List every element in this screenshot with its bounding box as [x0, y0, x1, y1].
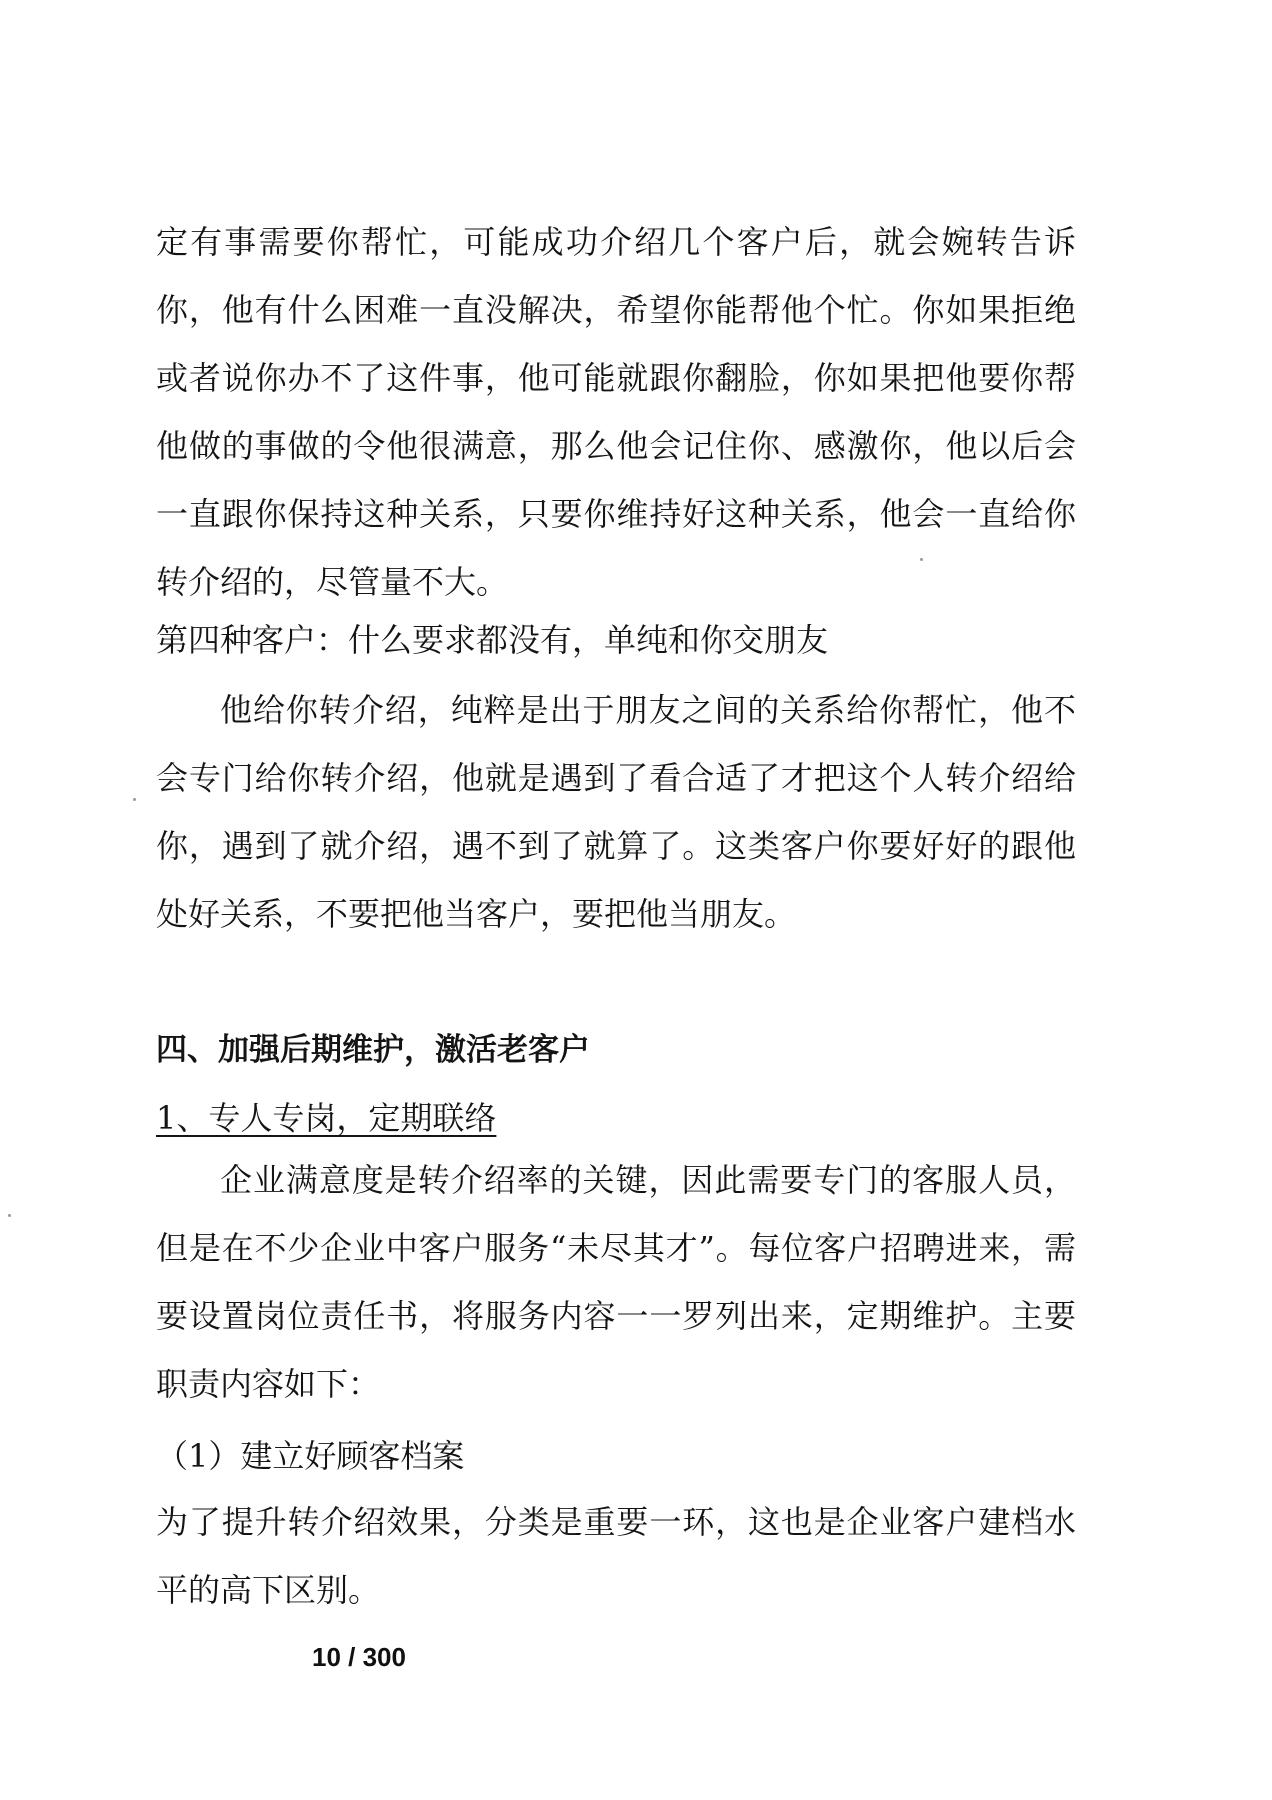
paragraph-body-4: 为了提升转介绍效果，分类是重要一环，这也是企业客户建档水平的高下区别。: [156, 1503, 1076, 1609]
customer-type-4-title: 第四种客户：什么要求都没有，单纯和你交朋友: [156, 621, 829, 659]
page-number: 10 / 300: [312, 1642, 406, 1672]
scan-speck: [8, 1214, 11, 1217]
list-item-title: （1）建立好顾客档案: [156, 1437, 465, 1475]
section-heading: 四、加强后期维护，激活老客户: [156, 1032, 590, 1068]
subsection-title: 1、专人专岗，定期联络: [156, 1099, 497, 1137]
paragraph-body-3: 企业满意度是转介绍率的关键，因此需要专门的客服人员，但是在不少企业中客户服务“未尽其才”。每位客户招聘进来，需要设置岗位责任书，将服务内容一一罗列出来，定期维护。主要职责内容如下：: [156, 1161, 1076, 1403]
scan-speck: [920, 558, 923, 561]
paragraph-body-1: 定有事需要你帮忙，可能成功介绍几个客户后，就会婉转告诉你，他有什么困难一直没解决，希望你能帮他个忙。你如果拒绝或者说你办不了这件事，他可能就跟你翻脸，你如果把他要你帮他做的事做的令他很满意，那么他会记住你、感激你，他以后会一直跟你保持这种关系，只要你维持好这种关系，他会一直给你转介绍的，尽管量不大。: [156, 223, 1076, 601]
scan-speck: [133, 798, 136, 801]
paragraph-body-2: 他给你转介绍，纯粹是出于朋友之间的关系给你帮忙，他不会专门给你转介绍，他就是遇到了看合适了才把这个人转介绍给你，遇到了就介绍，遇不到了就算了。这类客户你要好好的跟他处好关系，不要把他当客户，要把他当朋友。: [156, 691, 1076, 933]
